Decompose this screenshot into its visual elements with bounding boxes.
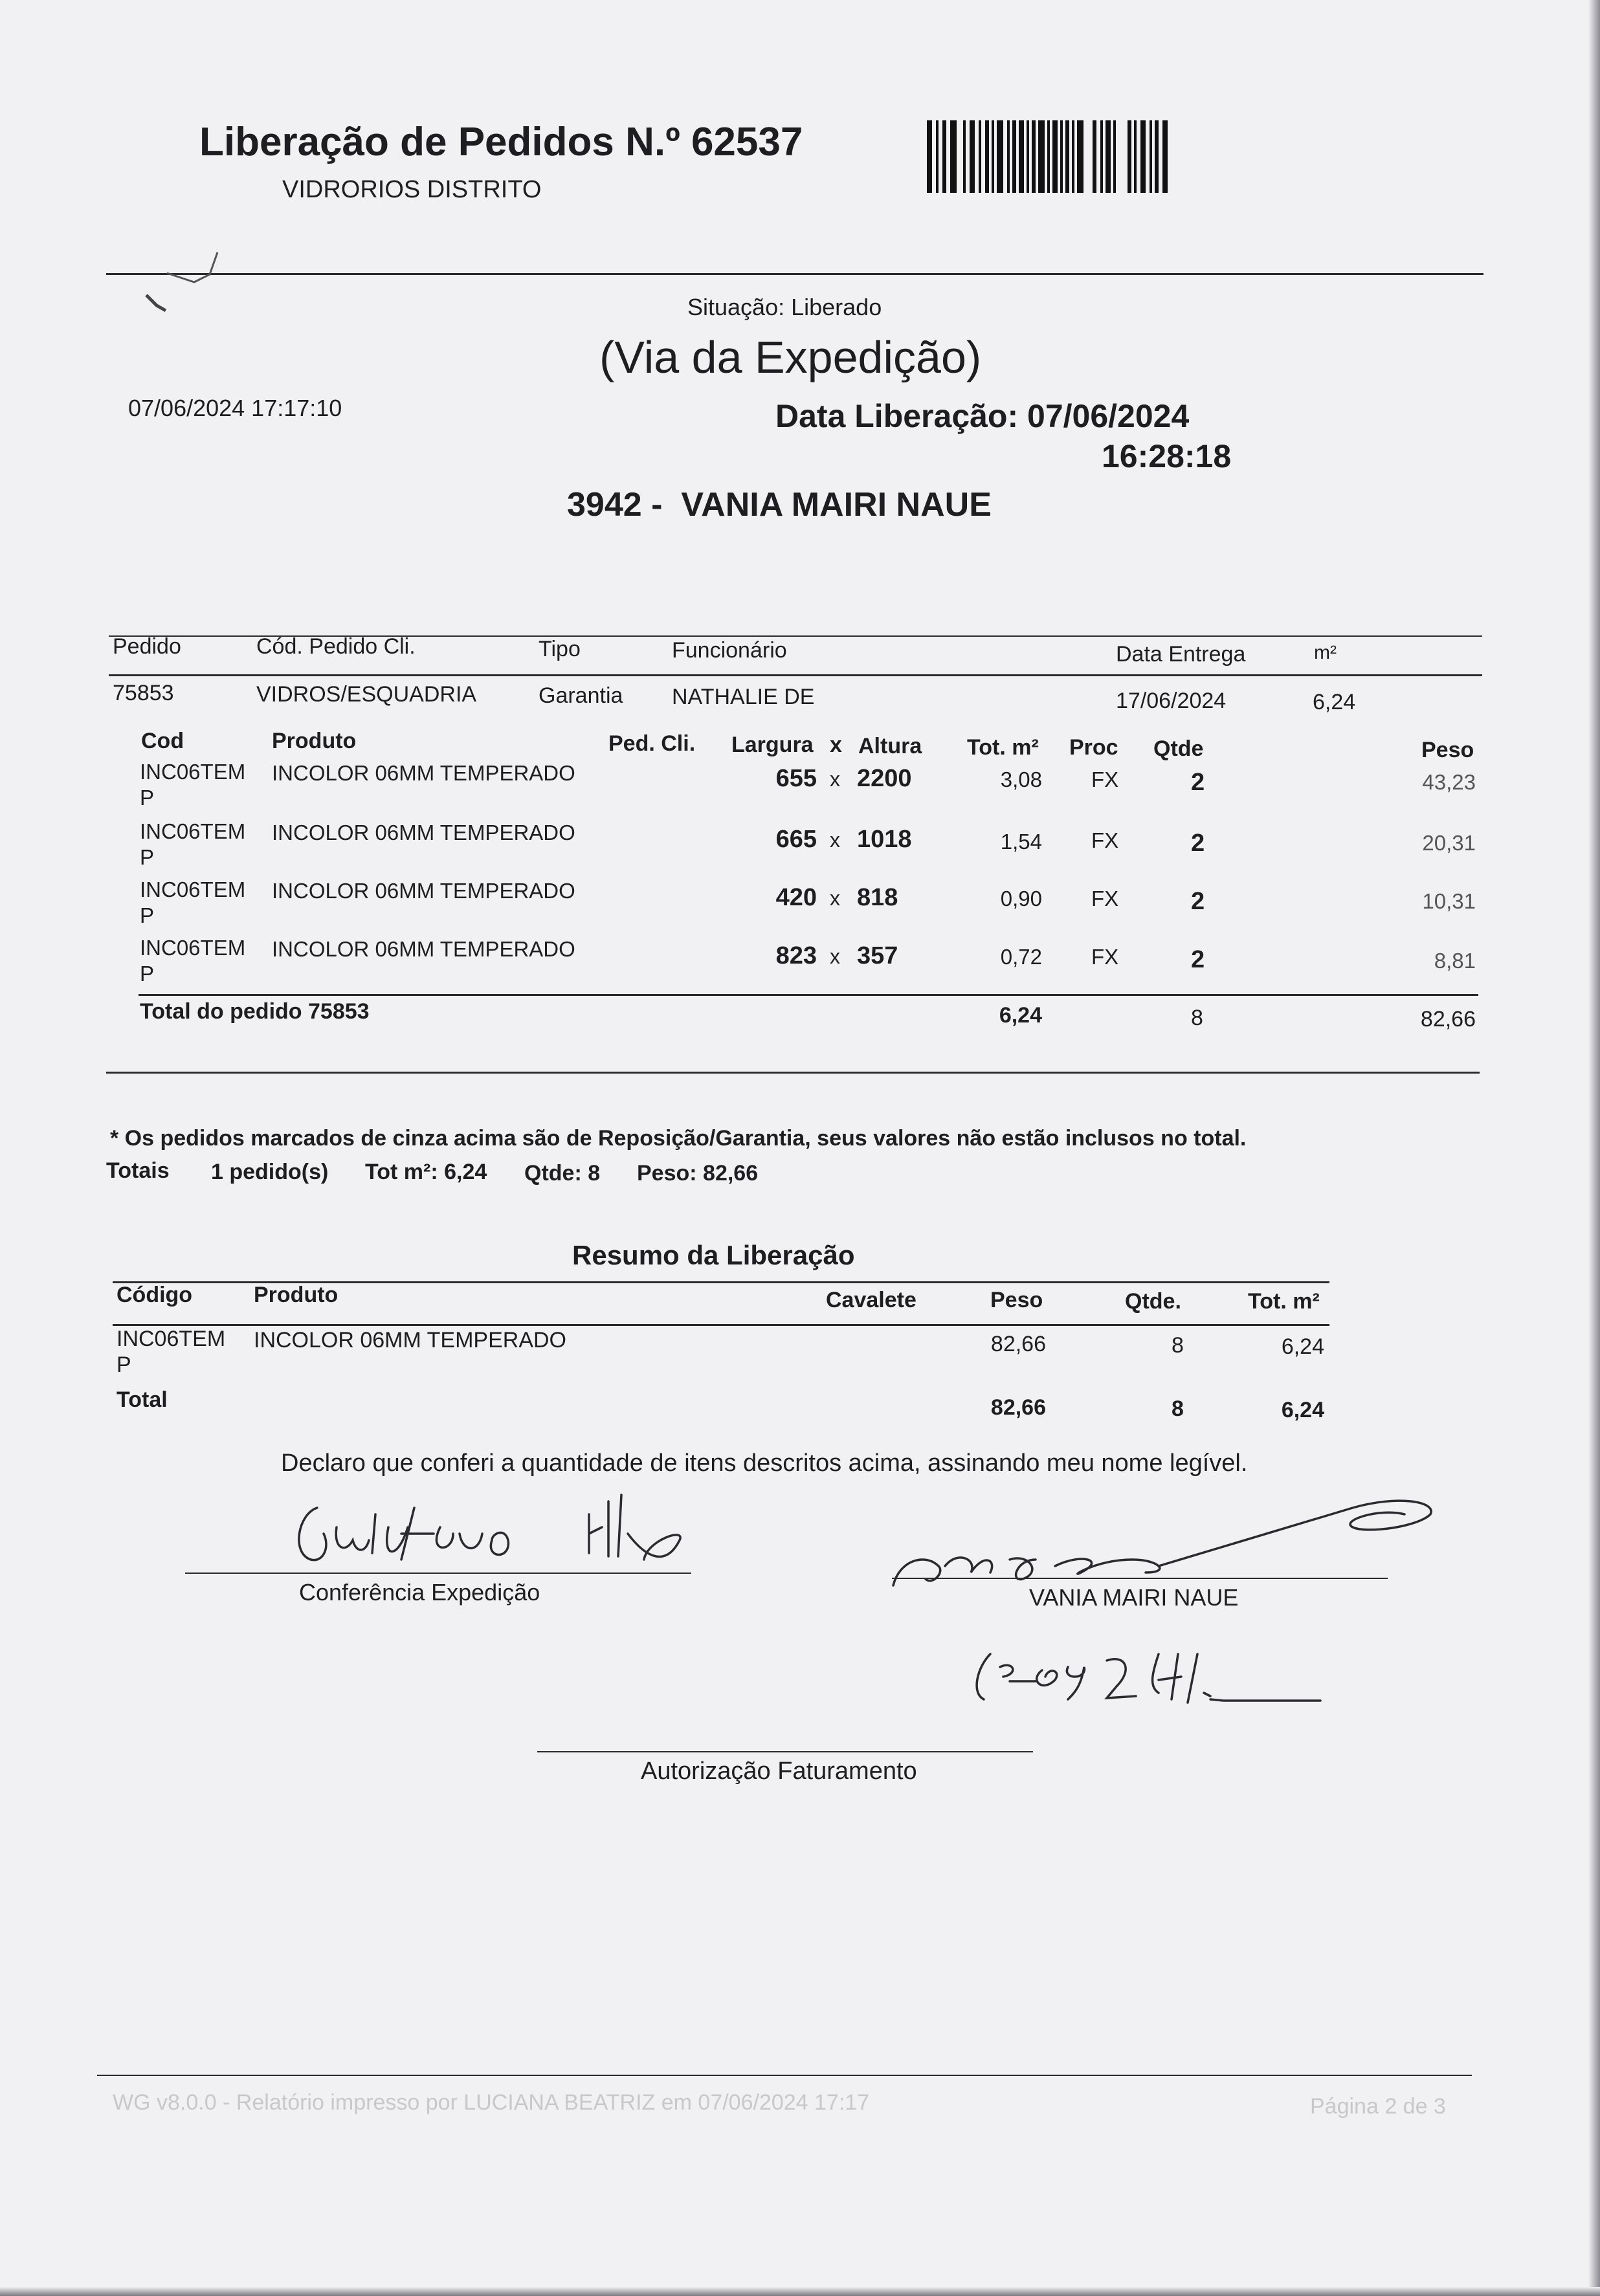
item-tot-m2: 0,90 xyxy=(1000,887,1042,911)
totais-pedidos: 1 pedido(s) xyxy=(211,1160,329,1184)
resumo-total-peso: 82,66 xyxy=(990,1395,1046,1420)
via-expedicao: (Via da Expedição) xyxy=(599,332,982,382)
item-altura: 818 xyxy=(857,884,898,911)
item-tot-m2: 3,08 xyxy=(1000,767,1042,791)
item-largura: 655 xyxy=(775,765,817,792)
col-m2: m² xyxy=(1314,642,1337,663)
item-peso: 8,81 xyxy=(1434,949,1476,973)
resumo-produto: INCOLOR 06MM TEMPERADO xyxy=(254,1328,567,1352)
item-cod-suffix: P xyxy=(140,786,155,810)
resumo-qtde: 8 xyxy=(1172,1333,1184,1358)
document-title: Liberação de Pedidos N.º 62537 xyxy=(199,120,803,164)
conferencia-label: Conferência Expedição xyxy=(299,1579,540,1606)
item-altura: 357 xyxy=(857,942,898,969)
item-cod: INC06TEM xyxy=(140,878,246,901)
resumo-col-cavalete: Cavalete xyxy=(826,1288,917,1312)
order-total-label: Total do pedido 75853 xyxy=(140,999,370,1024)
item-peso: 20,31 xyxy=(1422,831,1476,855)
resumo-total-label: Total xyxy=(117,1387,168,1412)
item-cod: INC06TEM xyxy=(140,760,246,784)
header-divider xyxy=(106,273,1483,275)
resumo-header-line xyxy=(113,1324,1329,1326)
company-name: VIDRORIOS DISTRITO xyxy=(282,176,542,203)
item-x: x xyxy=(830,887,840,910)
cod-pedido-cli: VIDROS/ESQUADRIA xyxy=(256,682,477,707)
order-section-divider xyxy=(106,1072,1480,1074)
pedido-numero: 75853 xyxy=(113,681,174,705)
item-peso: 43,23 xyxy=(1422,770,1476,794)
resumo-title: Resumo da Liberação xyxy=(572,1240,855,1270)
handwritten-date xyxy=(964,1641,1327,1712)
funcionario: NATHALIE DE xyxy=(672,685,815,709)
footer-printed-by: WG v8.0.0 - Relatório impresso por LUCIANA BEATRIZ em 07/06/2024 17:17 xyxy=(113,2090,870,2115)
item-proc: FX xyxy=(1091,945,1119,969)
item-largura: 823 xyxy=(775,942,817,969)
item-largura: 665 xyxy=(775,826,817,853)
item-cod: INC06TEM xyxy=(140,936,246,960)
resumo-col-tot-m2: Tot. m² xyxy=(1248,1289,1320,1314)
item-qtde: 2 xyxy=(1191,888,1205,915)
item-x: x xyxy=(830,945,840,968)
signature-line-cliente xyxy=(892,1578,1388,1579)
item-cod-suffix: P xyxy=(140,962,155,986)
hora-liberacao: 16:28:18 xyxy=(1102,438,1232,474)
declaracao-text: Declaro que conferi a quantidade de itens descritos acima, assinando meu nome legível. xyxy=(281,1450,1248,1477)
resumo-col-codigo: Código xyxy=(117,1283,193,1307)
item-proc: FX xyxy=(1091,887,1119,911)
print-datetime: 07/06/2024 17:17:10 xyxy=(128,395,342,421)
tipo: Garantia xyxy=(539,683,623,708)
cliente-label: VANIA MAIRI NAUE xyxy=(1029,1584,1239,1611)
item-cod: INC06TEM xyxy=(140,819,246,843)
order-total-qtde: 8 xyxy=(1191,1006,1203,1030)
totais-tot-m2: Tot m²: 6,24 xyxy=(365,1160,487,1184)
order-total-m2: 6,24 xyxy=(999,1003,1042,1028)
barcode xyxy=(927,120,1168,193)
reposicao-note: * Os pedidos marcados de cinza acima são de Reposição/Garantia, seus valores não estão inclusos no total. xyxy=(110,1126,1247,1151)
items-col-ped-cli: Ped. Cli. xyxy=(608,731,696,756)
resumo-tot-m2: 6,24 xyxy=(1281,1334,1324,1359)
footer-page-number: Página 2 de 3 xyxy=(1310,2094,1446,2119)
items-col-produto: Produto xyxy=(272,729,357,753)
item-cod-suffix: P xyxy=(140,903,155,927)
item-produto: INCOLOR 06MM TEMPERADO xyxy=(272,761,575,785)
col-data-entrega: Data Entrega xyxy=(1116,642,1246,667)
m2-total: 6,24 xyxy=(1313,690,1356,714)
item-cod-suffix: P xyxy=(140,845,155,869)
resumo-total-qtde: 8 xyxy=(1172,1396,1184,1421)
data-liberacao: Data Liberação: 07/06/2024 xyxy=(775,398,1190,434)
resumo-col-qtde: Qtde. xyxy=(1125,1289,1181,1314)
col-pedido: Pedido xyxy=(113,634,181,659)
items-col-proc: Proc xyxy=(1069,735,1118,760)
item-peso: 10,31 xyxy=(1422,889,1476,913)
items-col-peso: Peso xyxy=(1421,738,1474,762)
item-produto: INCOLOR 06MM TEMPERADO xyxy=(272,937,575,961)
cliente-nome: 3942 - VANIA MAIRI NAUE xyxy=(567,486,992,524)
items-total-line xyxy=(139,994,1478,996)
footer-divider xyxy=(97,2075,1472,2076)
resumo-peso: 82,66 xyxy=(990,1332,1046,1356)
col-funcionario: Funcionário xyxy=(672,638,787,663)
item-qtde: 2 xyxy=(1191,946,1205,973)
items-col-largura: Largura xyxy=(731,733,814,757)
order-table-header-line xyxy=(109,674,1482,676)
item-proc: FX xyxy=(1091,828,1119,852)
scan-edge-shadow xyxy=(1588,0,1600,2296)
item-qtde: 2 xyxy=(1191,769,1205,796)
item-altura: 1018 xyxy=(857,826,912,853)
order-total-peso: 82,66 xyxy=(1420,1007,1476,1032)
resumo-col-peso: Peso xyxy=(990,1288,1043,1312)
col-cod-pedido-cli: Cód. Pedido Cli. xyxy=(256,634,416,659)
situacao: Situação: Liberado xyxy=(687,294,882,320)
signature-conferencia xyxy=(285,1488,706,1579)
item-proc: FX xyxy=(1091,767,1119,791)
item-produto: INCOLOR 06MM TEMPERADO xyxy=(272,879,575,903)
item-tot-m2: 1,54 xyxy=(1000,830,1042,854)
items-col-x: x xyxy=(830,733,842,757)
item-x: x xyxy=(830,767,840,791)
item-largura: 420 xyxy=(775,884,817,911)
items-col-altura: Altura xyxy=(858,734,922,758)
resumo-codigo: INC06TEM xyxy=(117,1327,226,1351)
totais-peso: Peso: 82,66 xyxy=(637,1161,759,1186)
col-tipo: Tipo xyxy=(539,637,581,661)
items-col-tot-m2: Tot. m² xyxy=(967,735,1039,760)
item-qtde: 2 xyxy=(1191,830,1205,857)
resumo-col-produto: Produto xyxy=(254,1283,339,1307)
item-x: x xyxy=(830,828,840,852)
scan-bottom-shadow xyxy=(0,2287,1600,2296)
items-col-qtde: Qtde xyxy=(1153,736,1204,761)
signature-line-conferencia xyxy=(185,1573,691,1574)
totais-qtde: Qtde: 8 xyxy=(524,1161,601,1186)
item-produto: INCOLOR 06MM TEMPERADO xyxy=(272,821,575,844)
item-altura: 2200 xyxy=(857,765,912,792)
item-tot-m2: 0,72 xyxy=(1000,945,1042,969)
staple-mark xyxy=(127,243,230,327)
totais-label: Totais xyxy=(106,1158,170,1183)
autorizacao-label: Autorização Faturamento xyxy=(641,1758,917,1785)
resumo-codigo-suffix: P xyxy=(117,1352,131,1377)
signature-line-autorizacao xyxy=(537,1751,1033,1752)
data-entrega: 17/06/2024 xyxy=(1116,689,1227,713)
resumo-total-tot-m2: 6,24 xyxy=(1281,1398,1324,1422)
items-col-cod: Cod xyxy=(141,729,184,753)
